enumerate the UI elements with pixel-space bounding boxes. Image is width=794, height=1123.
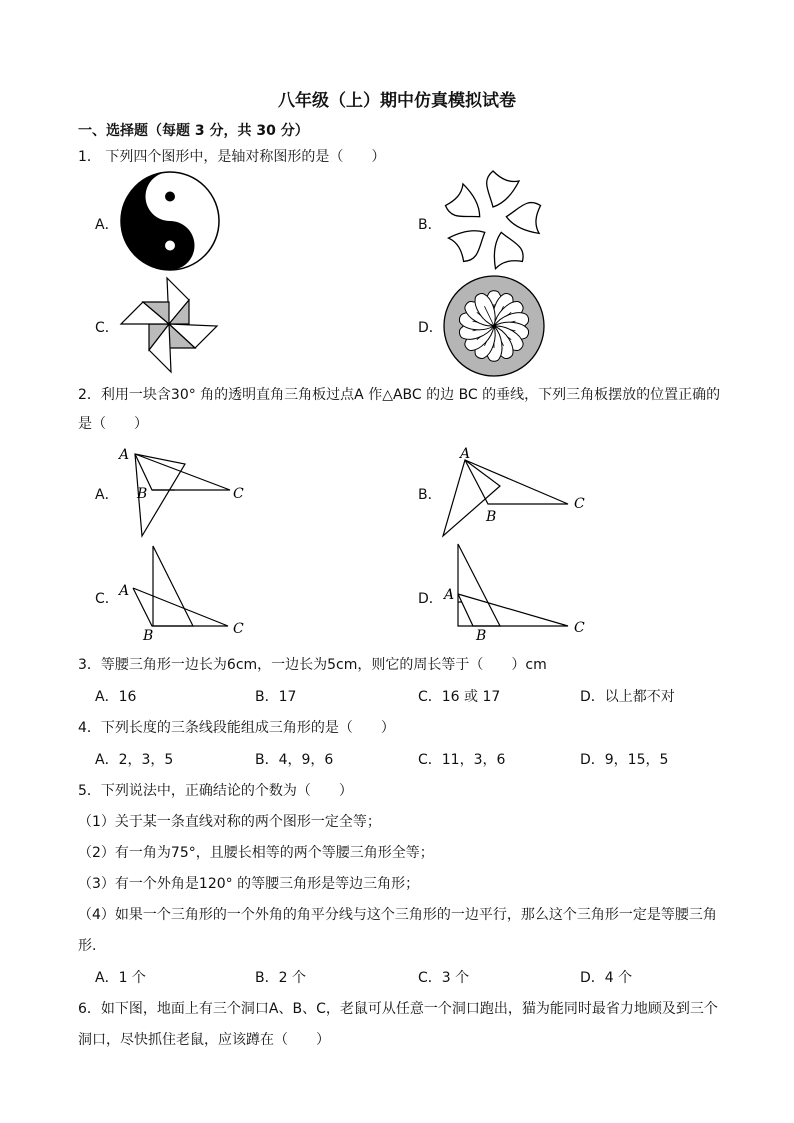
question-1-stem: 1． 下列四个图形中，是轴对称图形的是（ ） — [78, 149, 386, 165]
q5-option-c: C．3 个 — [418, 970, 470, 986]
question-6-line-1: 6．如下图，地面上有三个洞口A、B、C，老鼠可从任意一个洞口跑出，猫为能同时最省力地顾及到三个 — [78, 1001, 718, 1017]
q5-statement-4-line-1: （4）如果一个三角形的一个外角的角平分线与这个三角形的一边平行，那么这个三角形一定是等腰三角 — [78, 907, 717, 923]
q5-statement-1: （1）关于某一条直线对称的两个图形一定全等； — [78, 814, 381, 830]
label-b: B — [476, 628, 487, 642]
question-3-stem: 3．等腰三角形一边长为6cm，一边长为5cm，则它的周长等于（ ）cm — [78, 657, 547, 673]
q2-option-c-label: C． — [95, 591, 119, 607]
q4-option-b: B．4，9，6 — [255, 752, 334, 768]
q1-option-c-label: C． — [95, 320, 119, 336]
flower-disc-figure — [442, 274, 546, 378]
pinwheel-figure — [119, 276, 219, 376]
q1-option-a-label: A． — [95, 217, 119, 233]
triangle-figure-c — [115, 542, 255, 642]
label-b: B — [486, 509, 497, 525]
q3-option-b: B．17 — [255, 689, 297, 705]
page-title: 八年级（上）期中仿真模拟试卷 — [278, 91, 516, 111]
question-2-line-1: 2．利用一块含30° 角的透明直角三角板过点A 作△ABC 的边 BC 的垂线，下列三角板摆放的位置正确的 — [78, 387, 721, 403]
label-a: A — [119, 583, 130, 599]
label-c: C — [574, 620, 585, 636]
q5-statement-4-line-2: 形. — [78, 938, 97, 954]
label-c: C — [233, 486, 244, 502]
section-heading: 一、选择题（每题 3 分，共 30 分） — [78, 123, 309, 139]
question-4-stem: 4．下列长度的三条线段能组成三角形的是（ ） — [78, 720, 395, 736]
q5-statement-2: （2）有一角为75°，且腰长相等的两个等腰三角形全等； — [78, 845, 434, 861]
q3-option-c: C．16 或 17 — [418, 689, 501, 705]
q5-option-a: A．1 个 — [95, 970, 146, 986]
q1-option-d-label: D． — [418, 320, 443, 336]
q4-option-a: A．2，3，5 — [95, 752, 174, 768]
q2-option-a-label: A． — [95, 487, 119, 503]
yin-yang-figure — [119, 170, 221, 272]
question-2-line-2: 是（ ） — [78, 416, 148, 432]
label-a: A — [444, 587, 455, 603]
q4-option-d: D．9，15，5 — [580, 752, 669, 768]
label-a: A — [460, 446, 471, 462]
label-b: B — [143, 628, 154, 642]
q5-statement-3: （3）有一个外角是120° 的等腰三角形是等边三角形； — [78, 876, 420, 892]
question-6-line-2: 洞口，尽快抓住老鼠，应该蹲在（ ） — [78, 1032, 330, 1048]
q5-option-b: B．2 个 — [255, 970, 306, 986]
triangle-figure-a — [115, 446, 255, 542]
label-a: A — [119, 447, 130, 463]
label-b: B — [137, 486, 148, 502]
q4-option-c: C．11，3，6 — [418, 752, 506, 768]
q3-option-d: D．以上都不对 — [580, 689, 675, 705]
triangle-figure-b — [440, 446, 600, 542]
q2-option-d-label: D． — [418, 591, 443, 607]
swirl-flower-figure — [440, 168, 546, 274]
question-5-stem: 5．下列说法中，正确结论的个数为（ ） — [78, 783, 353, 799]
q3-option-a: A．16 — [95, 689, 137, 705]
q5-option-d: D．4 个 — [580, 970, 633, 986]
label-c: C — [233, 621, 244, 637]
q2-option-b-label: B． — [418, 487, 442, 503]
triangle-figure-d — [440, 542, 600, 642]
q1-option-b-label: B． — [418, 217, 442, 233]
label-c: C — [574, 496, 585, 512]
